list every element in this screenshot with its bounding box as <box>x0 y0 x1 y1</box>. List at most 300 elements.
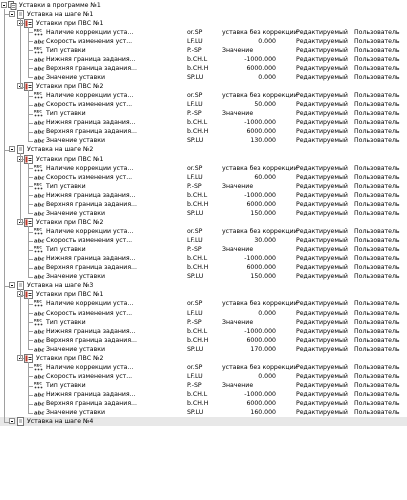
param-row[interactable] <box>0 381 407 390</box>
param-name: Скорость изменения уст... <box>46 173 133 181</box>
svg-text:REC: REC <box>34 363 42 368</box>
param-row[interactable] <box>0 182 407 191</box>
param-name: Нижняя граница задания... <box>46 255 136 263</box>
param-row[interactable] <box>0 345 407 354</box>
param-code: or.SP <box>187 300 203 308</box>
param-access: Редактируемый <box>296 300 348 308</box>
param-code: SP.LU <box>187 137 204 145</box>
enum-param-icon <box>34 182 43 191</box>
collapse-toggle[interactable] <box>9 11 15 17</box>
param-code: b.CH.L <box>187 55 208 63</box>
svg-text:REC: REC <box>34 46 42 51</box>
param-value: Значение <box>222 46 254 54</box>
param-name: Верхняя граница задания... <box>46 128 137 136</box>
param-owner: Пользователь <box>354 228 400 235</box>
svg-text:abc: abc <box>34 102 45 109</box>
tree-connector <box>28 226 29 278</box>
param-row[interactable] <box>0 191 407 200</box>
param-code: b.CH.H <box>187 336 209 344</box>
text-param-icon <box>34 408 43 417</box>
param-code: P.-SP <box>187 318 202 326</box>
tree-connector <box>20 289 21 359</box>
param-access: Редактируемый <box>296 400 348 408</box>
svg-text:abc: abc <box>34 211 45 218</box>
text-param-icon <box>34 118 43 127</box>
param-owner: Пользователь <box>354 164 400 172</box>
tree-connector <box>28 27 29 78</box>
param-owner: Пользователь <box>354 182 400 190</box>
param-value: 0.000 <box>258 372 276 380</box>
svg-text:REC: REC <box>34 300 42 305</box>
param-name: Верхняя граница задания... <box>46 64 137 72</box>
enum-param-icon <box>34 299 43 308</box>
param-access: Редактируемый <box>296 345 348 353</box>
section-row[interactable] <box>0 10 407 19</box>
param-value: 50.000 <box>254 101 276 109</box>
param-row[interactable] <box>0 200 407 209</box>
param-access: Редактируемый <box>296 255 348 263</box>
param-row[interactable] <box>0 263 407 272</box>
svg-text:REC: REC <box>34 109 42 114</box>
param-owner: Пользователь <box>354 55 400 63</box>
param-name: Значение уставки <box>46 73 105 81</box>
param-value: 6000.000 <box>246 336 276 344</box>
text-param-icon <box>34 390 43 399</box>
tree-connector <box>20 295 24 296</box>
param-code: SP.LU <box>187 345 204 353</box>
param-access: Редактируемый <box>296 64 348 72</box>
param-code: b.CH.H <box>187 400 209 408</box>
text-param-icon <box>34 136 43 145</box>
param-value: Значение <box>222 382 254 390</box>
svg-text:abc: abc <box>34 238 45 245</box>
svg-text:abc: abc <box>34 66 45 73</box>
param-value: 6000.000 <box>246 64 276 72</box>
param-value: 30.000 <box>254 237 276 245</box>
svg-text:abc: abc <box>34 193 45 200</box>
param-name: Наличие коррекции уста... <box>46 300 134 308</box>
param-access: Редактируемый <box>296 318 348 326</box>
enum-param-icon <box>34 164 43 173</box>
param-owner: Пользователь <box>354 101 400 109</box>
param-value: 6000.000 <box>246 128 276 136</box>
svg-text:abc: abc <box>34 39 45 46</box>
param-access: Редактируемый <box>296 363 348 371</box>
param-code: b.CH.L <box>187 327 208 335</box>
text-param-icon <box>34 399 43 408</box>
param-code: b.CH.H <box>187 128 209 136</box>
tree-connector <box>4 150 9 151</box>
param-access: Редактируемый <box>296 110 348 118</box>
param-access: Редактируемый <box>296 128 348 136</box>
param-value: 130.000 <box>250 137 276 145</box>
text-param-icon <box>34 200 43 209</box>
section-row[interactable] <box>0 145 407 154</box>
param-value: 60.000 <box>254 173 276 181</box>
param-owner: Пользователь <box>354 363 400 371</box>
param-access: Редактируемый <box>296 92 348 100</box>
program-folder-icon <box>8 1 17 10</box>
param-row[interactable] <box>0 136 407 145</box>
param-access: Редактируемый <box>296 182 348 190</box>
param-row[interactable] <box>0 64 407 73</box>
param-code: P.-SP <box>187 110 202 118</box>
param-value: 160.000 <box>250 409 276 417</box>
collapse-toggle[interactable] <box>9 418 15 424</box>
param-name: Верхняя граница задания... <box>46 264 137 272</box>
collapse-toggle[interactable] <box>9 282 15 288</box>
param-row[interactable] <box>0 100 407 109</box>
svg-text:abc: abc <box>34 374 45 381</box>
text-param-icon <box>34 100 43 109</box>
svg-text:REC: REC <box>34 318 42 323</box>
svg-text:abc: abc <box>34 401 45 408</box>
enum-param-icon <box>34 227 43 236</box>
group-label: Уставки при ПВС №1 <box>36 19 104 27</box>
enum-param-icon <box>34 109 43 118</box>
param-code: P.-SP <box>187 246 202 254</box>
param-name: Наличие коррекции уста... <box>46 228 134 235</box>
param-code: b.CH.L <box>187 191 208 199</box>
param-code: b.CH.H <box>187 200 209 208</box>
param-owner: Пользователь <box>354 318 400 326</box>
param-owner: Пользователь <box>354 400 400 408</box>
param-name: Значение уставки <box>46 345 105 353</box>
param-row[interactable] <box>0 28 407 37</box>
param-value: 6000.000 <box>246 264 276 272</box>
param-value: уставка без коррекции <box>222 228 298 235</box>
param-name: Тип уставки <box>46 382 86 390</box>
param-row[interactable] <box>0 390 407 399</box>
param-access: Редактируемый <box>296 119 348 127</box>
svg-text:abc: abc <box>34 338 45 345</box>
param-access: Редактируемый <box>296 200 348 208</box>
text-param-icon <box>34 55 43 64</box>
param-row[interactable] <box>0 363 407 372</box>
param-row[interactable] <box>0 46 407 55</box>
collapse-toggle[interactable] <box>1 2 7 8</box>
param-row[interactable] <box>0 399 407 408</box>
tree-connector <box>20 18 21 88</box>
param-value: 6000.000 <box>246 200 276 208</box>
param-access: Редактируемый <box>296 246 348 254</box>
param-owner: Пользователь <box>354 209 400 217</box>
param-code: LF.LU <box>187 101 203 109</box>
text-param-icon <box>34 254 43 263</box>
svg-text:abc: abc <box>34 392 45 399</box>
param-value: 150.000 <box>250 209 276 217</box>
param-name: Верхняя граница задания... <box>46 400 137 408</box>
param-access: Редактируемый <box>296 101 348 109</box>
param-name: Скорость изменения уст... <box>46 101 133 109</box>
text-param-icon <box>34 272 43 281</box>
param-code: LF.LU <box>187 372 203 380</box>
text-param-icon <box>34 336 43 345</box>
svg-text:abc: abc <box>34 265 45 272</box>
param-access: Редактируемый <box>296 28 348 36</box>
tree-connector <box>20 159 24 160</box>
step-document-icon <box>16 417 25 426</box>
text-param-icon <box>34 372 43 381</box>
text-param-icon <box>34 127 43 136</box>
tree-connector <box>20 87 24 88</box>
param-value: уставка без коррекции <box>222 363 298 371</box>
group-row[interactable] <box>0 155 407 164</box>
param-row[interactable] <box>0 127 407 136</box>
param-row[interactable] <box>0 309 407 318</box>
param-name: Значение уставки <box>46 409 105 417</box>
svg-text:REC: REC <box>34 182 42 187</box>
param-owner: Пользователь <box>354 46 400 54</box>
tree-connector <box>4 9 5 423</box>
param-row[interactable] <box>0 272 407 281</box>
enum-param-icon <box>34 363 43 372</box>
svg-text:REC: REC <box>34 164 42 169</box>
param-access: Редактируемый <box>296 209 348 217</box>
param-value: -1000.000 <box>244 119 276 127</box>
svg-text:REC: REC <box>34 245 42 250</box>
param-row[interactable] <box>0 109 407 118</box>
param-value: уставка без коррекции <box>222 164 298 172</box>
svg-text:abc: abc <box>34 75 45 82</box>
param-row[interactable] <box>0 118 407 127</box>
text-param-icon <box>34 173 43 182</box>
param-owner: Пользователь <box>354 372 400 380</box>
text-param-icon <box>34 191 43 200</box>
param-name: Тип уставки <box>46 246 86 254</box>
param-access: Редактируемый <box>296 173 348 181</box>
param-row[interactable] <box>0 372 407 381</box>
param-name: Тип уставки <box>46 46 86 54</box>
param-value: Значение <box>222 246 254 254</box>
param-name: Верхняя граница задания... <box>46 200 137 208</box>
tree-connector <box>28 163 29 214</box>
param-value: уставка без коррекции <box>222 300 298 308</box>
param-value: 0.000 <box>258 37 276 45</box>
param-access: Редактируемый <box>296 73 348 81</box>
enum-param-icon <box>34 46 43 55</box>
param-row[interactable] <box>0 209 407 218</box>
param-access: Редактируемый <box>296 137 348 145</box>
param-owner: Пользователь <box>354 28 400 36</box>
param-value: -1000.000 <box>244 327 276 335</box>
svg-text:abc: abc <box>34 175 45 182</box>
param-row[interactable] <box>0 408 407 417</box>
param-access: Редактируемый <box>296 164 348 172</box>
param-value: уставка без коррекции <box>222 28 298 36</box>
section-row-selected[interactable] <box>0 417 407 426</box>
param-code: SP.LU <box>187 273 204 281</box>
param-code: b.CH.H <box>187 64 209 72</box>
param-code: b.CH.L <box>187 119 208 127</box>
param-row[interactable] <box>0 245 407 254</box>
param-name: Наличие коррекции уста... <box>46 164 134 172</box>
svg-text:abc: abc <box>34 57 45 64</box>
param-code: LF.LU <box>187 237 203 245</box>
param-code: or.SP <box>187 92 203 100</box>
group-row[interactable] <box>0 82 407 91</box>
param-owner: Пользователь <box>354 37 400 45</box>
param-value: 150.000 <box>250 273 276 281</box>
param-value: 0.000 <box>258 309 276 317</box>
param-code: b.CH.L <box>187 255 208 263</box>
param-owner: Пользователь <box>354 336 400 344</box>
param-code: LF.LU <box>187 173 203 181</box>
param-row[interactable] <box>0 164 407 173</box>
param-owner: Пользователь <box>354 237 400 245</box>
param-access: Редактируемый <box>296 391 348 399</box>
param-owner: Пользователь <box>354 137 400 145</box>
param-name: Скорость изменения уст... <box>46 372 133 380</box>
tree-root-row[interactable] <box>0 1 407 10</box>
tree-connector <box>20 153 21 223</box>
param-owner: Пользователь <box>354 391 400 399</box>
tree-connector <box>4 14 9 15</box>
param-owner: Пользователь <box>354 173 400 181</box>
param-owner: Пользователь <box>354 309 400 317</box>
param-access: Редактируемый <box>296 273 348 281</box>
param-owner: Пользователь <box>354 300 400 308</box>
collapse-toggle[interactable] <box>9 146 15 152</box>
svg-text:REC: REC <box>34 28 42 33</box>
text-param-icon <box>34 37 43 46</box>
param-code: or.SP <box>187 363 203 371</box>
param-name: Значение уставки <box>46 209 105 217</box>
tree-connector <box>4 422 9 423</box>
param-access: Редактируемый <box>296 191 348 199</box>
param-value: уставка без коррекции <box>222 92 298 100</box>
param-row[interactable] <box>0 254 407 263</box>
text-param-icon <box>34 345 43 354</box>
tree-connector <box>28 298 29 350</box>
param-owner: Пользователь <box>354 255 400 263</box>
svg-text:abc: abc <box>34 329 45 336</box>
param-name: Нижняя граница задания... <box>46 55 136 63</box>
param-code: or.SP <box>187 228 203 235</box>
param-row[interactable] <box>0 299 407 308</box>
param-row[interactable] <box>0 91 407 100</box>
enum-param-icon <box>34 381 43 390</box>
param-value: -1000.000 <box>244 55 276 63</box>
param-access: Редактируемый <box>296 55 348 63</box>
param-owner: Пользователь <box>354 200 400 208</box>
param-name: Нижняя граница задания... <box>46 119 136 127</box>
enum-param-icon <box>34 28 43 37</box>
param-name: Нижняя граница задания... <box>46 391 136 399</box>
tree-connector <box>28 362 29 414</box>
param-value: Значение <box>222 110 254 118</box>
param-name: Наличие коррекции уста... <box>46 28 134 36</box>
tree-connector <box>20 23 24 24</box>
param-value: -1000.000 <box>244 255 276 263</box>
svg-text:REC: REC <box>34 227 42 232</box>
group-row[interactable] <box>0 218 407 227</box>
tree-connector <box>4 286 9 287</box>
param-row[interactable] <box>0 73 407 82</box>
param-code: LF.LU <box>187 37 203 45</box>
svg-text:abc: abc <box>34 202 45 209</box>
svg-text:abc: abc <box>34 274 45 281</box>
param-name: Значение уставки <box>46 137 105 145</box>
section-row[interactable] <box>0 281 407 290</box>
param-access: Редактируемый <box>296 46 348 54</box>
param-access: Редактируемый <box>296 237 348 245</box>
tree-connector <box>28 90 29 142</box>
text-param-icon <box>34 209 43 218</box>
param-name: Значение уставки <box>46 273 105 281</box>
param-code: SP.LU <box>187 409 204 417</box>
param-code: b.CH.L <box>187 391 208 399</box>
param-row[interactable] <box>0 37 407 46</box>
param-owner: Пользователь <box>354 73 400 81</box>
param-value: Значение <box>222 318 254 326</box>
enum-param-icon <box>34 245 43 254</box>
param-owner: Пользователь <box>354 409 400 417</box>
section-label: Уставка на шаге №3 <box>27 282 94 290</box>
param-value: 0.000 <box>258 73 276 81</box>
svg-text:abc: abc <box>34 120 45 127</box>
text-param-icon <box>34 236 43 245</box>
text-param-icon <box>34 64 43 73</box>
param-name: Тип уставки <box>46 318 86 326</box>
param-row[interactable] <box>0 227 407 236</box>
group-label: Уставки при ПВС №2 <box>36 83 104 91</box>
param-owner: Пользователь <box>354 345 400 353</box>
param-name: Тип уставки <box>46 110 86 118</box>
param-owner: Пользователь <box>354 264 400 272</box>
param-row[interactable] <box>0 327 407 336</box>
tree-connector <box>20 358 24 359</box>
param-access: Редактируемый <box>296 409 348 417</box>
text-param-icon <box>34 327 43 336</box>
enum-param-icon <box>34 318 43 327</box>
param-access: Редактируемый <box>296 309 348 317</box>
param-value: 6000.000 <box>246 400 276 408</box>
section-label: Уставка на шаге №1 <box>27 10 94 18</box>
svg-text:abc: abc <box>34 347 45 354</box>
param-row[interactable] <box>0 173 407 182</box>
param-code: or.SP <box>187 28 203 36</box>
param-owner: Пользователь <box>354 128 400 136</box>
param-access: Редактируемый <box>296 382 348 390</box>
param-code: P.-SP <box>187 46 202 54</box>
group-label: Уставки при ПВС №1 <box>36 155 104 163</box>
param-name: Тип уставки <box>46 182 86 190</box>
svg-text:REC: REC <box>34 381 42 386</box>
svg-text:abc: abc <box>34 410 45 417</box>
group-row[interactable] <box>0 19 407 28</box>
param-row[interactable] <box>0 318 407 327</box>
param-name: Верхняя граница задания... <box>46 336 137 344</box>
param-row[interactable] <box>0 336 407 345</box>
param-owner: Пользователь <box>354 191 400 199</box>
section-label: Уставка на шаге №2 <box>27 146 94 154</box>
param-value: -1000.000 <box>244 391 276 399</box>
param-name: Нижняя граница задания... <box>46 327 136 335</box>
param-value: 170.000 <box>250 345 276 353</box>
param-row[interactable] <box>0 236 407 245</box>
tree-connector <box>20 222 24 223</box>
svg-text:abc: abc <box>34 311 45 318</box>
param-code: SP.LU <box>187 209 204 217</box>
group-row[interactable] <box>0 354 407 363</box>
group-label: Уставки при ПВС №2 <box>36 354 104 362</box>
param-row[interactable] <box>0 55 407 64</box>
group-row[interactable] <box>0 290 407 299</box>
param-name: Нижняя граница задания... <box>46 191 136 199</box>
section-label: Уставка на шаге №4 <box>27 418 94 426</box>
param-owner: Пользователь <box>354 110 400 118</box>
